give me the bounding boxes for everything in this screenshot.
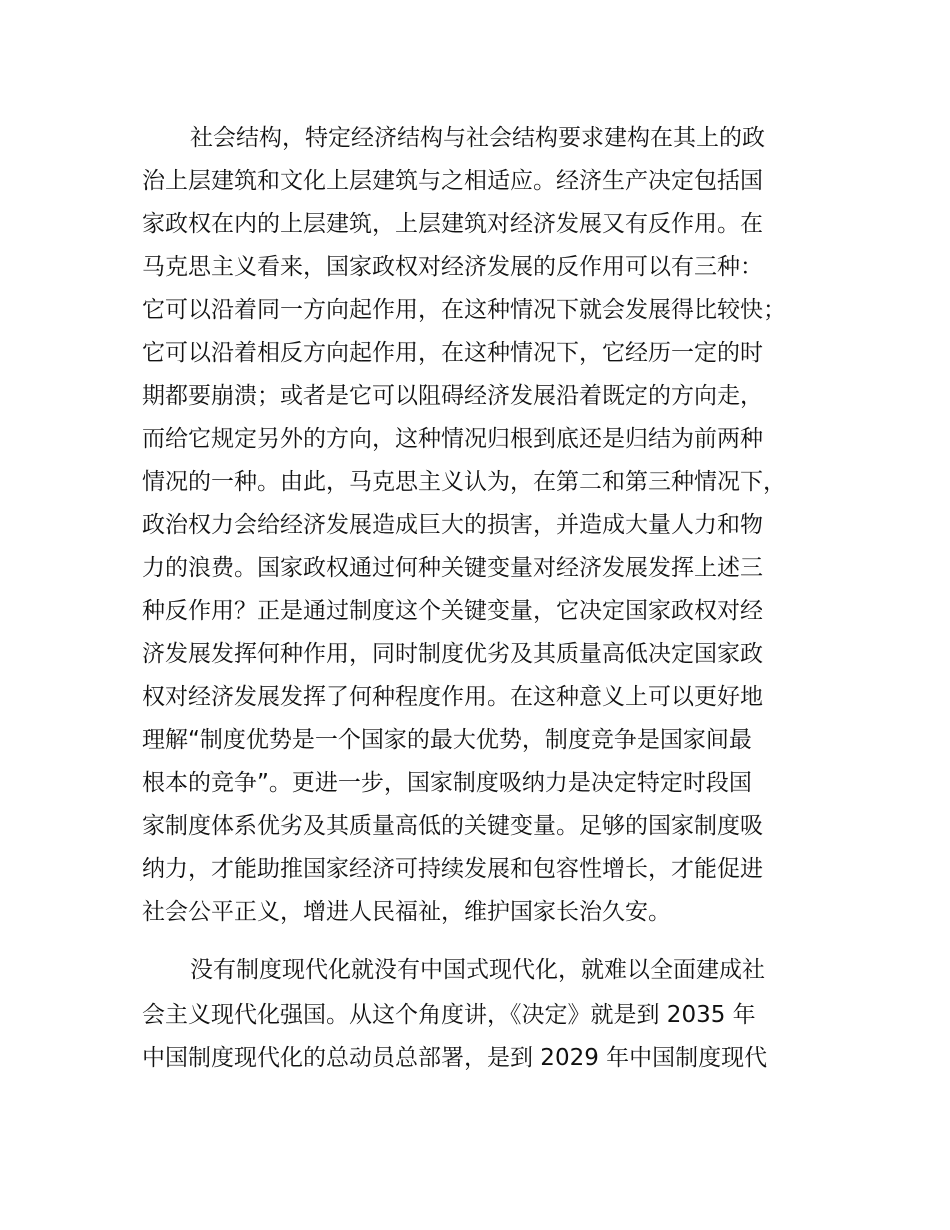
text-line: 而给它规定另外的方向，这种情况归根到底还是归结为前两种 xyxy=(142,426,763,452)
text-line: 力的浪费。国家政权通过何种关键变量对经济发展发挥上述三 xyxy=(142,555,763,581)
text-line: 会主义现代化强国。从这个角度讲，《决定》就是到 2035 年 xyxy=(142,1002,756,1028)
text-line: 没有制度现代化就没有中国式现代化，就难以全面建成社 xyxy=(190,957,765,983)
text-line: 它可以沿着相反方向起作用，在这种情况下，它经历一定的时 xyxy=(142,340,763,366)
text-line: 纳力，才能助推国家经济可持续发展和包容性增长，才能促进 xyxy=(142,856,763,882)
text-line: 家制度体系优劣及其质量高低的关键变量。足够的国家制度吸 xyxy=(142,813,763,839)
text-line: 社会结构，特定经济结构与社会结构要求建构在其上的政 xyxy=(190,125,765,151)
text-line: 它可以沿着同一方向起作用，在这种情况下就会发展得比较快； xyxy=(142,297,786,323)
text-line: 种反作用？正是通过制度这个关键变量，它决定国家政权对经 xyxy=(142,598,763,624)
text-line: 家政权在内的上层建筑，上层建筑对经济发展又有反作用。在 xyxy=(142,211,763,237)
text-line: 根本的竞争”。更进一步，国家制度吸纳力是决定特定时段国 xyxy=(142,770,752,796)
text-line: 马克思主义看来，国家政权对经济发展的反作用可以有三种： xyxy=(142,254,763,280)
text-line: 政治权力会给经济发展造成巨大的损害，并造成大量人力和物 xyxy=(142,512,763,538)
text-line: 中国制度现代化的总动员总部署，是到 2029 年中国制度现代 xyxy=(142,1045,768,1071)
text-line: 理解“制度优势是一个国家的最大优势，制度竞争是国家间最 xyxy=(142,727,752,753)
text-line: 权对经济发展发挥了何种程度作用。在这种意义上可以更好地 xyxy=(142,684,763,710)
text-line: 情况的一种。由此，马克思主义认为，在第二和第三种情况下， xyxy=(142,469,786,495)
text-line: 治上层建筑和文化上层建筑与之相适应。经济生产决定包括国 xyxy=(142,168,763,194)
text-line: 济发展发挥何种作用，同时制度优劣及其质量高低决定国家政 xyxy=(142,641,763,667)
text-line: 期都要崩溃；或者是它可以阻碍经济发展沿着既定的方向走， xyxy=(142,383,763,409)
text-line: 社会公平正义，增进人民福祉，维护国家长治久安。 xyxy=(142,899,671,925)
